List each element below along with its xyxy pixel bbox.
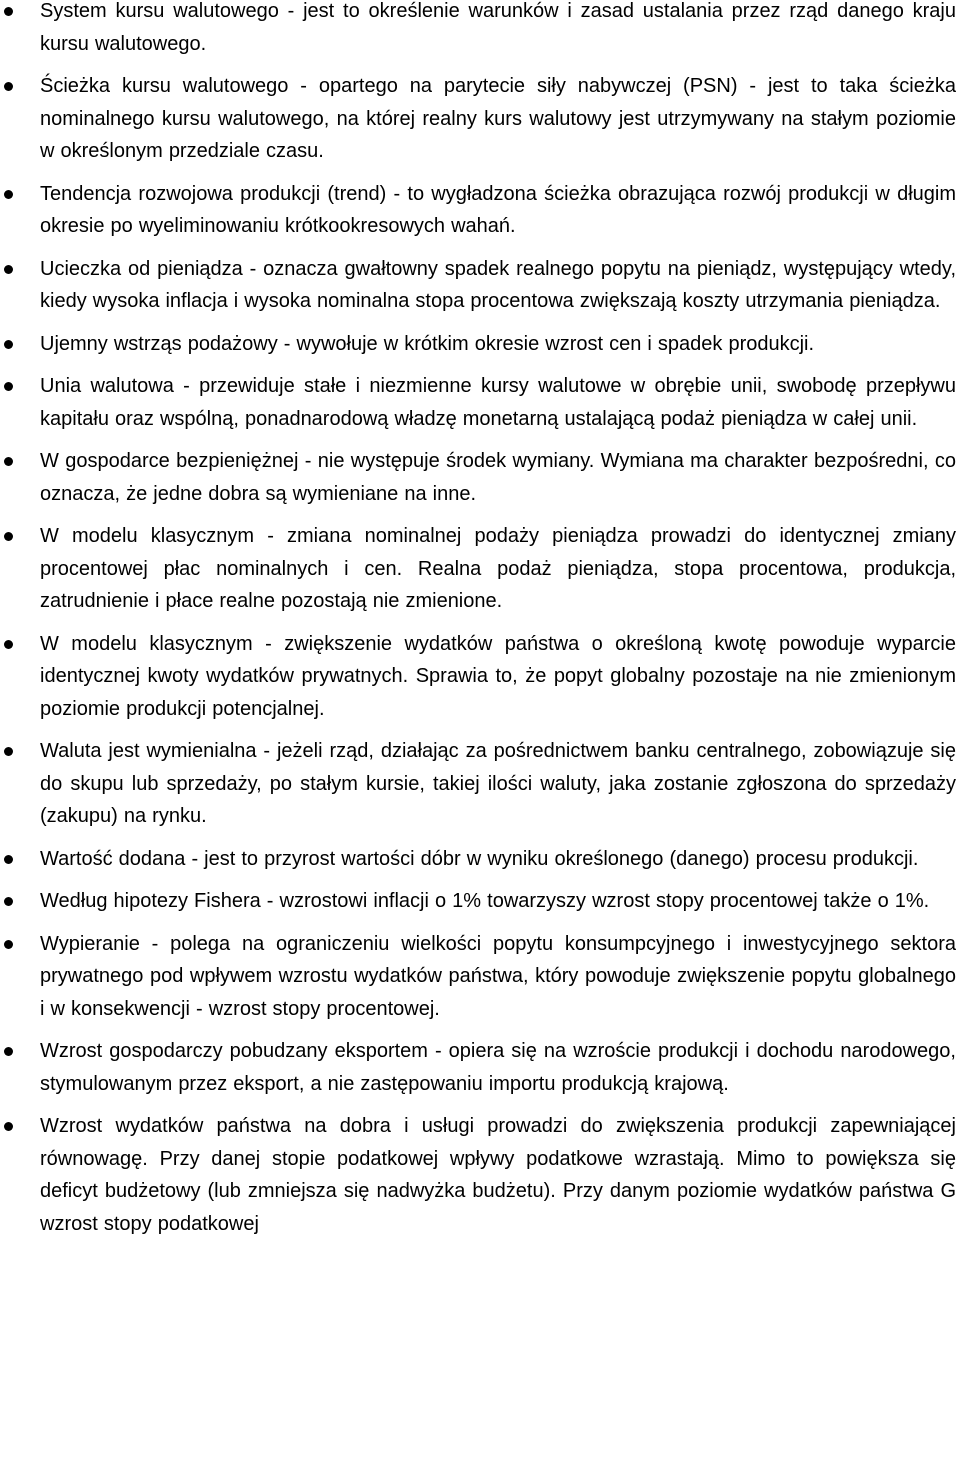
bullet-icon: [4, 340, 13, 349]
list-item: [0, 885, 960, 918]
bullet-icon: [4, 265, 13, 274]
list-item: [0, 0, 960, 60]
list-item-text: W modelu klasycznym - zmiana nominalnej podaży pieniądza prowadzi do identycznej zmiany procentowej płac nominalnych i cen. Realna podaż pieniądza, stopa procentowa, produkcja, zatrudnienie i płace realne pozostają nie zmienione.: [40, 525, 956, 612]
list-item: [0, 370, 960, 435]
bullet-icon: [4, 897, 13, 906]
bullet-icon: [4, 640, 13, 649]
list-item: [0, 1110, 960, 1240]
list-item: [0, 735, 960, 833]
list-item-text: Ujemny wstrząs podażowy - wywołuje w krótkim okresie wzrost cen i spadek produkcji.: [40, 332, 815, 355]
bullet-icon: [4, 940, 13, 949]
bullet-icon: [4, 457, 13, 466]
bullet-icon: [4, 190, 13, 199]
list-item: [0, 253, 960, 318]
list-item-text: Według hipotezy Fishera - wzrostowi inflacji o 1% towarzyszy wzrost stopy procentowej także o 1%.: [40, 890, 930, 912]
list-item-text: Wzrost wydatków państwa na dobra i usługi prowadzi do zwiększenia produkcji zapewniającej równowagę. Przy danej stopie podatkowej wpływy podatkowe wzrastają. Mimo to powiększa się deficyt budżetowy (lub zmniejsza się nadwyżka budżetu). Przy danym poziomie wydatków państwa G wzrost stopy podatkowej: [40, 1115, 956, 1235]
list-item: [0, 1035, 960, 1100]
list-item: [0, 928, 960, 1026]
list-item: [0, 328, 960, 361]
list-item: [0, 70, 960, 168]
list-item-text: System kursu walutowego - jest to określenie warunków i zasad ustalania przez rząd danego kraju kursu walutowego.: [40, 0, 956, 55]
list-item-text: Wzrost gospodarczy pobudzany eksportem - opiera się na wzroście produkcji i dochodu narodowego, stymulowanym przez eksport, a nie zastępowaniu importu produkcją krajową.: [40, 1040, 956, 1095]
list-item: [0, 628, 960, 726]
list-item: [0, 520, 960, 618]
list-item-text: W modelu klasycznym - zwiększenie wydatków państwa o określoną kwotę powoduje wyparcie identycznej kwoty wydatków prywatnych. Sprawia to, że popyt globalny pozostaje na nie zmienionym poziomie produkcji potencjalnej.: [40, 632, 956, 720]
list-item-text: Waluta jest wymienialna - jeżeli rząd, działając za pośrednictwem banku centralnego, zobowiązuje się do skupu lub sprzedaży, po stałym kursie, takiej ilości waluty, jaka zostanie zgłoszona do sprzedaży (zakupu) na rynku.: [40, 740, 956, 827]
bullet-icon: [4, 1122, 13, 1131]
bullet-icon: [4, 532, 13, 541]
list-item-text: Ucieczka od pieniądza - oznacza gwałtowny spadek realnego popytu na pieniądz, występujący wtedy, kiedy wysoka inflacja i wysoka nominalna stopa procentowa zwiększają koszty utrzymania pieniądza.: [40, 257, 956, 312]
list-item-text: W gospodarce bezpieniężnej - nie występuje środek wymiany. Wymiana ma charakter bezpośredni, co oznacza, że jedne dobra są wymieniane na inne.: [40, 450, 956, 505]
bullet-icon: [4, 382, 13, 391]
bullet-icon: [4, 747, 13, 756]
list-item-text: Wypieranie - polega na ograniczeniu wielkości popytu konsumpcyjnego i inwestycyjnego sektora prywatnego pod wpływem wzrostu wydatków państwa, który powoduje zwiększenie popytu globalnego i w konsekwencji - wzrost stopy procentowej.: [40, 932, 956, 1020]
bullet-icon: [4, 82, 13, 91]
list-item-text: Unia walutowa - przewiduje stałe i niezmienne kursy walutowe w obrębie unii, swobodę przepływu kapitału oraz wspólną, ponadnarodową władzę monetarną ustalającą podaż pieniądza w całej unii.: [40, 375, 956, 430]
list-item-text: Ścieżka kursu walutowego - opartego na parytecie siły nabywczej (PSN) - jest to taka ścieżka nominalnego kursu walutowego, na której realny kurs walutowy jest utrzymywany na stałym poziomie w określonym przedziale czasu.: [40, 75, 956, 162]
list-item-text: Wartość dodana - jest to przyrost wartości dóbr w wyniku określonego (danego) procesu produkcji.: [40, 847, 919, 870]
list-item: [0, 445, 960, 510]
list-item-text: Tendencja rozwojowa produkcji (trend) - to wygładzona ścieżka obrazująca rozwój produkcji w długim okresie po wyeliminowaniu krótkookresowych wahań.: [40, 182, 956, 237]
list-item: [0, 843, 960, 876]
list-item: [0, 178, 960, 243]
bullet-icon: [4, 7, 13, 16]
bullet-icon: [4, 855, 13, 864]
bullet-icon: [4, 1047, 13, 1056]
